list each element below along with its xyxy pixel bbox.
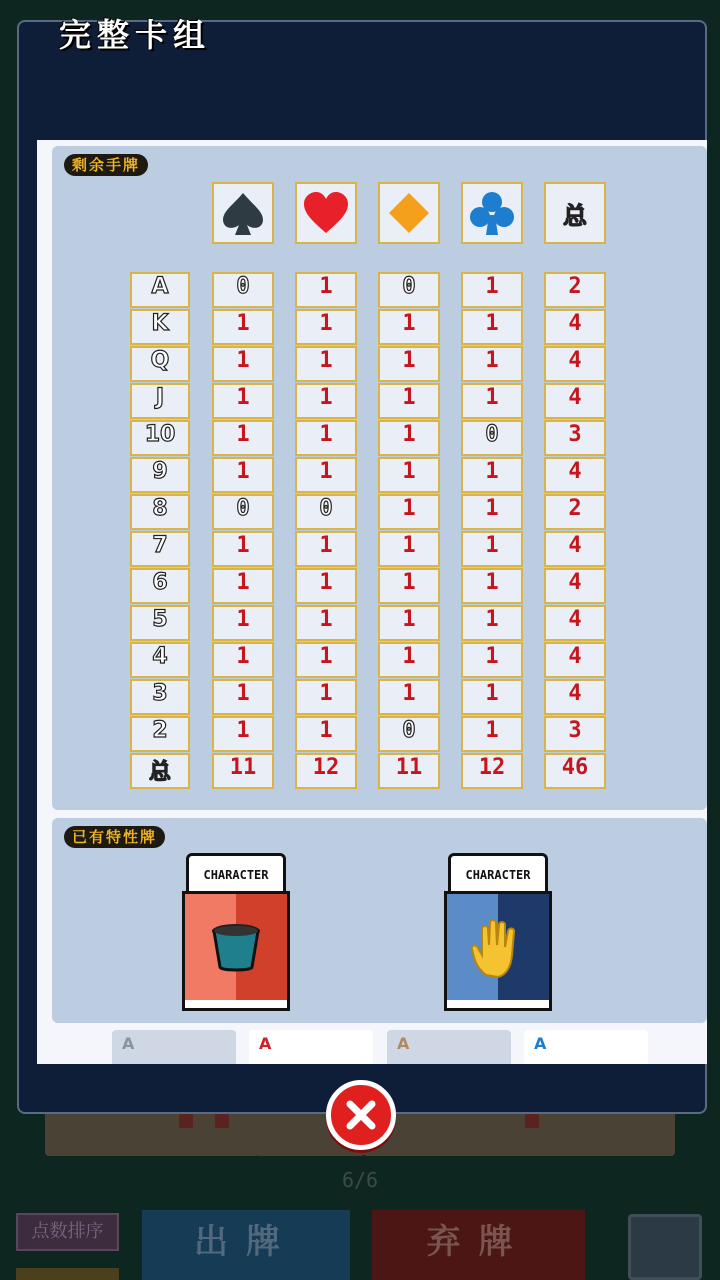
card-art [182, 891, 290, 1003]
play-button[interactable]: 出牌 [142, 1210, 350, 1280]
rank-label: J [130, 383, 190, 419]
total-cell: 4 [544, 605, 606, 641]
club-icon [468, 189, 516, 237]
count-cell: 1 [378, 605, 440, 641]
card-tag: CHARACTER [448, 853, 548, 897]
sort-by-suit-button[interactable] [16, 1268, 119, 1280]
rank-label: 8 [130, 494, 190, 530]
spade-header [212, 182, 274, 244]
count-cell: 1 [295, 457, 357, 493]
suit-tab-heart[interactable]: A [249, 1030, 373, 1064]
card-art [444, 891, 552, 1003]
modal-title: 完整卡组 [59, 16, 212, 54]
count-cell: 1 [212, 605, 274, 641]
count-cell: 1 [378, 531, 440, 567]
count-cell: 1 [295, 605, 357, 641]
count-cell: 1 [378, 679, 440, 715]
count-cell: 1 [461, 568, 523, 604]
special-cards-panel [52, 818, 707, 1023]
count-cell: 0 [378, 272, 440, 308]
count-cell: 11 [378, 753, 440, 789]
rank-label: 7 [130, 531, 190, 567]
count-cell: 1 [295, 531, 357, 567]
special-cards-label: 已有特性牌 [64, 826, 165, 848]
suit-tab-club[interactable]: A [524, 1030, 648, 1064]
count-cell: 0 [378, 716, 440, 752]
spade-icon [219, 189, 267, 237]
total-cell: 4 [544, 531, 606, 567]
count-cell: 1 [295, 383, 357, 419]
full-deck-modal [17, 16, 707, 1114]
rank-label: 4 [130, 642, 190, 678]
suit-tab-spade[interactable]: A [112, 1030, 236, 1064]
total-cell: 2 [544, 272, 606, 308]
count-cell: 1 [295, 642, 357, 678]
count-cell: 1 [295, 272, 357, 308]
count-cell: 1 [461, 605, 523, 641]
count-cell: 1 [461, 346, 523, 382]
count-cell: 1 [212, 346, 274, 382]
count-cell: 1 [378, 457, 440, 493]
count-cell: 1 [378, 346, 440, 382]
total-cell: 3 [544, 716, 606, 752]
rank-label: K [130, 309, 190, 345]
count-cell: 1 [212, 457, 274, 493]
count-cell: 1 [378, 420, 440, 456]
count-cell: 1 [378, 494, 440, 530]
close-icon [344, 1098, 378, 1132]
count-cell: 1 [461, 383, 523, 419]
diamond-icon [385, 189, 433, 237]
count-cell: 1 [212, 679, 274, 715]
club-header [461, 182, 523, 244]
diamond-header [378, 182, 440, 244]
count-cell: 1 [212, 420, 274, 456]
total-cell: 2 [544, 494, 606, 530]
heart-icon [302, 189, 350, 237]
rank-label: A [130, 272, 190, 308]
count-cell: 1 [461, 679, 523, 715]
bucket-icon [208, 919, 264, 975]
total-cell: 4 [544, 346, 606, 382]
count-cell: 1 [295, 309, 357, 345]
character-card-hand[interactable] [444, 853, 552, 1011]
rank-label: 2 [130, 716, 190, 752]
remaining-cards-label: 剩余手牌 [64, 154, 148, 176]
total-cell: 3 [544, 420, 606, 456]
rank-label: 10 [130, 420, 190, 456]
count-cell: 12 [461, 753, 523, 789]
count-cell: 12 [295, 753, 357, 789]
count-cell: 1 [212, 309, 274, 345]
rank-label: 总 [130, 753, 190, 789]
count-cell: 1 [461, 716, 523, 752]
count-cell: 1 [378, 383, 440, 419]
count-cell: 0 [212, 272, 274, 308]
count-cell: 1 [212, 568, 274, 604]
rank-label: 9 [130, 457, 190, 493]
count-cell: 1 [461, 309, 523, 345]
count-cell: 1 [378, 568, 440, 604]
close-button[interactable] [326, 1080, 396, 1150]
count-cell: 1 [378, 642, 440, 678]
count-cell: 1 [295, 716, 357, 752]
count-cell: 1 [461, 531, 523, 567]
sort-by-rank-button[interactable]: 点数排序 [16, 1213, 119, 1251]
count-cell: 0 [295, 494, 357, 530]
total-cell: 4 [544, 309, 606, 345]
count-cell: 1 [295, 346, 357, 382]
count-cell: 1 [295, 420, 357, 456]
remaining-cards-panel [52, 146, 707, 810]
heart-header [295, 182, 357, 244]
total-cell: 4 [544, 383, 606, 419]
modal-body[interactable] [37, 140, 707, 1064]
suit-tab-diamond[interactable]: A [387, 1030, 511, 1064]
total-header: 总 [544, 182, 606, 244]
total-cell: 4 [544, 679, 606, 715]
count-cell: 1 [461, 494, 523, 530]
count-cell: 1 [212, 531, 274, 567]
count-cell: 1 [461, 642, 523, 678]
rank-label: Q [130, 346, 190, 382]
total-cell: 4 [544, 568, 606, 604]
count-cell: 1 [461, 457, 523, 493]
count-cell: 0 [461, 420, 523, 456]
count-cell: 0 [212, 494, 274, 530]
rank-label: 3 [130, 679, 190, 715]
card-tag: CHARACTER [186, 853, 286, 897]
total-cell: 46 [544, 753, 606, 789]
page-indicator: 6/6 [341, 1168, 379, 1192]
count-cell: 1 [378, 309, 440, 345]
count-cell: 1 [461, 272, 523, 308]
discard-button[interactable]: 弃牌 [372, 1210, 585, 1280]
count-cell: 1 [212, 716, 274, 752]
count-cell: 1 [295, 679, 357, 715]
total-cell: 4 [544, 642, 606, 678]
count-cell: 11 [212, 753, 274, 789]
rank-label: 6 [130, 568, 190, 604]
count-cell: 1 [212, 642, 274, 678]
deck-pile[interactable] [628, 1214, 702, 1280]
hand-icon [468, 915, 528, 979]
total-cell: 4 [544, 457, 606, 493]
rank-label: 5 [130, 605, 190, 641]
count-cell: 1 [295, 568, 357, 604]
count-cell: 1 [212, 383, 274, 419]
character-card-bucket[interactable] [182, 853, 290, 1011]
